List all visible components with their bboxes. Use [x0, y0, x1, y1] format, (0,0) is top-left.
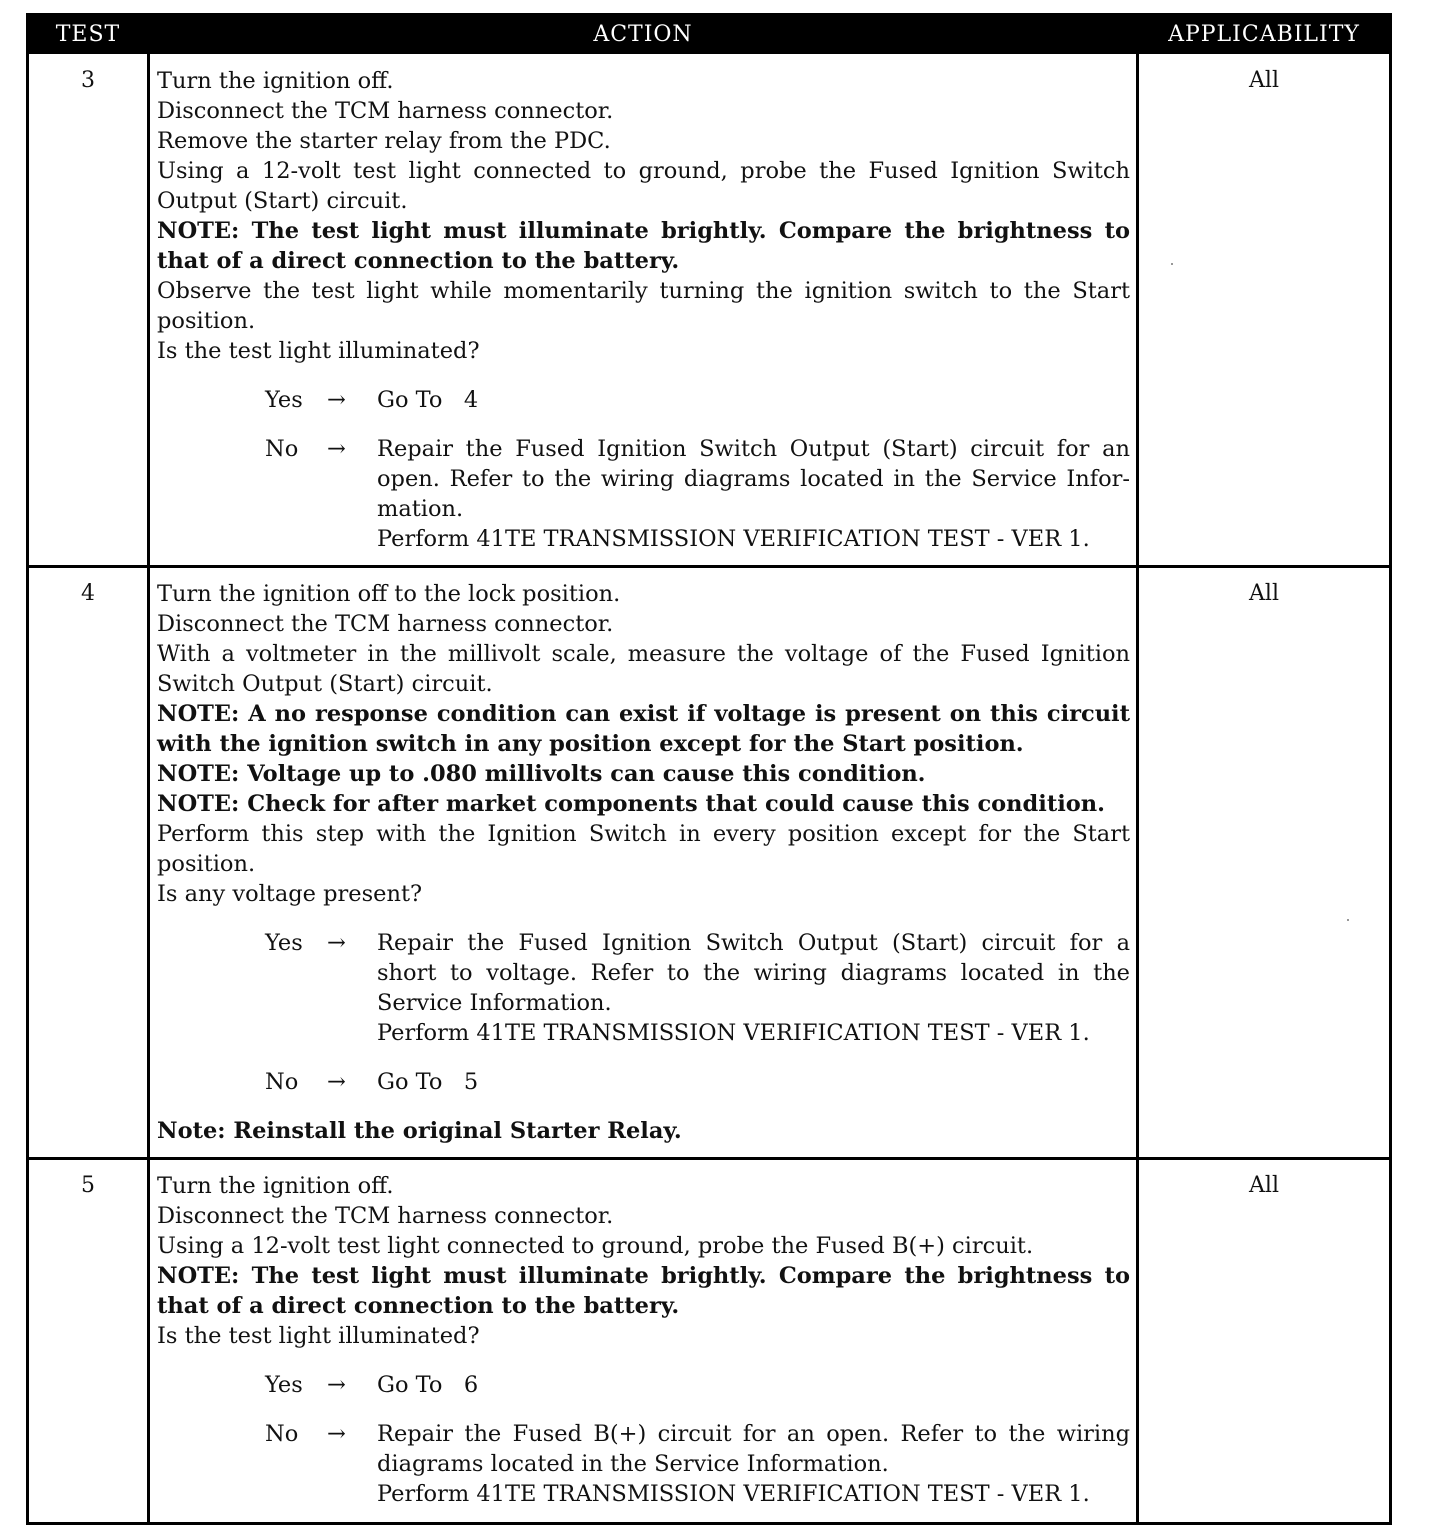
applicability-value: All	[1249, 68, 1279, 93]
row-divider	[29, 1157, 1389, 1160]
header-test: TEST	[55, 22, 121, 47]
arrow-icon: →	[327, 1372, 346, 1398]
note-text: NOTE: Check for after market components that could cause this condition.	[157, 791, 1105, 817]
step-text: Using a 12-volt test light connected to ground, probe the Fused B(+) circuit.	[157, 1233, 1034, 1259]
footer-note: Note: Reinstall the original Starter Relay.	[157, 1118, 682, 1144]
diagnostic-table	[26, 13, 1392, 1525]
applicability-value: All	[1249, 1173, 1279, 1198]
table-header	[29, 16, 1389, 54]
question-text: Is any voltage present?	[157, 881, 423, 907]
step-text: Disconnect the TCM harness connector.	[157, 1203, 614, 1229]
no-option	[265, 1419, 1130, 1509]
step-text: Turn the ignition off.	[157, 68, 394, 94]
action-cell	[157, 579, 1130, 1146]
arrow-icon: →	[327, 930, 346, 956]
yes-label: Yes	[265, 387, 303, 413]
question-text: Is the test light illuminated?	[157, 1323, 480, 1349]
step-text: Turn the ignition off.	[157, 1173, 394, 1199]
yes-option	[265, 1370, 1130, 1400]
test-number: 4	[81, 581, 95, 606]
perform-text: Perform 41TE TRANSMISSION VERIFICATION TEST - VER 1.	[377, 526, 1090, 552]
action-cell	[157, 66, 1130, 554]
applicability-value: All	[1249, 581, 1279, 606]
step-text: Observe the test light while momentarily turning the ignition switch to the Start position.	[157, 278, 1130, 334]
scan-speck	[1171, 263, 1173, 265]
row-divider	[29, 565, 1389, 568]
yes-result-block	[377, 928, 1130, 1048]
note-text: NOTE: Voltage up to .080 millivolts can cause this condition.	[157, 761, 926, 787]
no-result: Repair the Fused Ignition Switch Output (Start) circuit for an open. Refer to the wiring diagrams located in the Service Infor- mation.	[377, 436, 1130, 522]
action-cell	[157, 1171, 1130, 1509]
yes-label: Yes	[265, 930, 303, 956]
no-label: No	[265, 436, 299, 462]
scan-speck	[1347, 919, 1349, 921]
no-result-block	[377, 434, 1130, 554]
no-result: Repair the Fused B(+) circuit for an open. Refer to the wiring diagrams located in the Service Information.	[377, 1421, 1130, 1477]
step-text: Using a 12-volt test light connected to ground, probe the Fused Ignition Switch Output (Start) circuit.	[157, 158, 1130, 214]
test-number: 3	[81, 68, 95, 93]
no-label: No	[265, 1421, 299, 1447]
arrow-icon: →	[327, 1069, 346, 1095]
step-text: Disconnect the TCM harness connector.	[157, 98, 614, 124]
perform-text: Perform 41TE TRANSMISSION VERIFICATION TEST - VER 1.	[377, 1020, 1090, 1046]
no-result-block	[377, 1419, 1130, 1509]
yes-label: Yes	[265, 1372, 303, 1398]
question-text: Is the test light illuminated?	[157, 338, 480, 364]
note-text: NOTE: The test light must illuminate brightly. Compare the brightness to that of a direct connection to the battery.	[157, 1263, 1130, 1319]
no-option	[265, 1067, 1130, 1097]
header-action: ACTION	[593, 22, 693, 47]
step-text: Disconnect the TCM harness connector.	[157, 611, 614, 637]
step-text: Remove the starter relay from the PDC.	[157, 128, 611, 154]
arrow-icon: →	[327, 436, 346, 462]
yes-result: Go To 4	[377, 387, 479, 413]
note-text: NOTE: A no response condition can exist if voltage is present on this circuit with the ignition switch in any position except for the Start position.	[157, 701, 1130, 757]
column-divider	[147, 54, 150, 1522]
column-divider	[1136, 54, 1139, 1522]
no-result: Go To 5	[377, 1069, 479, 1095]
note-text: NOTE: The test light must illuminate brightly. Compare the brightness to that of a direct connection to the battery.	[157, 218, 1130, 274]
perform-text: Perform 41TE TRANSMISSION VERIFICATION TEST - VER 1.	[377, 1481, 1090, 1507]
yes-result: Repair the Fused Ignition Switch Output (Start) circuit for a short to voltage. Refer to the wiring diagrams located in the Service Information.	[377, 930, 1130, 1016]
step-text: Turn the ignition off to the lock position.	[157, 581, 621, 607]
yes-option	[265, 385, 1130, 415]
step-text: With a voltmeter in the millivolt scale, measure the voltage of the Fused Ignition Switch Output (Start) circuit.	[157, 641, 1130, 697]
no-label: No	[265, 1069, 299, 1095]
no-option	[265, 434, 1130, 554]
arrow-icon: →	[327, 1421, 346, 1447]
yes-result: Go To 6	[377, 1372, 479, 1398]
header-applicability: APPLICABILITY	[1168, 22, 1360, 47]
step-text: Perform this step with the Ignition Switch in every position except for the Start position.	[157, 821, 1130, 877]
yes-option	[265, 928, 1130, 1048]
test-number: 5	[81, 1173, 95, 1198]
arrow-icon: →	[327, 387, 346, 413]
